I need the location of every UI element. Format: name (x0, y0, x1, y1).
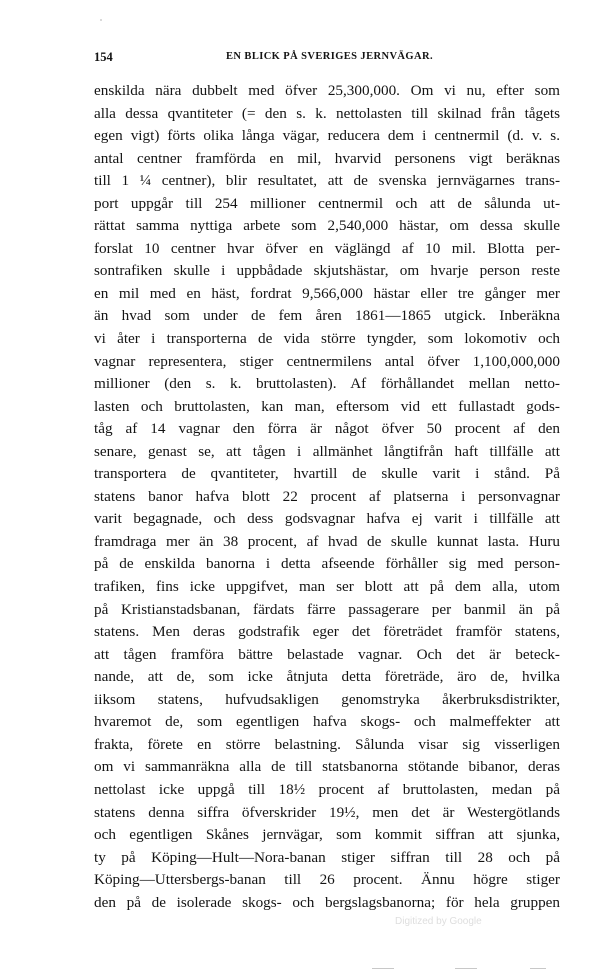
text-line: enskilda nära dubbelt med öfver 25,300,000. Om vi nu, efter som (94, 82, 560, 99)
text-line: till 1 ¼ centner), blir resultatet, att de svenska jernvägarnes trans- (94, 172, 560, 190)
text-line: på Kristianstadsbanan, färdats färre passagerare per banmil än på (94, 600, 560, 618)
footer-mark (530, 968, 546, 969)
running-title: EN BLICK PÅ SVERIGES JERNVÄGAR. (226, 51, 433, 62)
text-line: alla dessa qvantiteter (= den s. k. nettolasten till skilnad från tågets (94, 104, 560, 122)
text-line: statens denna siffra öfverskrider 19½, men det är Westergötlands (94, 803, 560, 821)
text-line: vi åter i transporterna de vida större tyngder, som lokomotiv och (94, 330, 560, 348)
footer-mark (455, 968, 477, 969)
watermark: Digitized by Google (395, 916, 482, 927)
text-line: antal centner framförda en mil, hvarvid personens vigt beräknas (94, 149, 560, 167)
text-line: millioner (den s. k. bruttolasten). Af förhållandet mellan netto- (94, 375, 560, 393)
text-line: frakta, förete en större belastning. Sålunda visar sig visserligen (94, 735, 560, 753)
text-line: statens banor hafva blott 22 procent af platserna i personvagnar (94, 487, 560, 505)
text-line: egen vigt) förts olika långa vägar, reducera dem i centnermil (d. v. s. (94, 127, 560, 145)
text-line: hvaremot de, som egentligen hafva skogs- och malmeffekter att (94, 713, 560, 731)
text-line: Köping—Uttersbergs-banan till 26 procent. Ännu högre stiger (94, 871, 560, 889)
speck (100, 19, 102, 21)
text-line: tåg af 14 vagnar den förra är något öfver 50 procent af den (94, 420, 560, 438)
text-line: varit begagnade, och dess godsvagnar hafva ej varit i tillfälle att (94, 510, 560, 528)
text-line: nettolast icke uppgå till 18½ procent af bruttolasten, medan på (94, 780, 560, 798)
text-line: att tågen framföra bättre belastade vagnar. Och det är beteck- (94, 645, 560, 663)
text-line: på de enskilda banorna i detta afseende förhåller sig med person- (94, 555, 560, 573)
text-line: om vi sammanräkna alla de till statsbanorna stötande bibanor, deras (94, 758, 560, 776)
text-line: den på de isolerade skogs- och bergslagsbanorna; för hela gruppen (94, 893, 560, 911)
page-number: 154 (94, 50, 113, 64)
footer-mark (372, 968, 394, 969)
page-header (94, 50, 560, 66)
text-line: rättat samma nyttiga arbete som 2,540,000 hästar, om dessa skulle (94, 217, 560, 235)
text-line: vagnar representera, stiger centnermilens antal öfver 1,100,000,000 (94, 352, 560, 370)
text-line: sontrafiken skulle i uppbådade skjutshästar, om hvarje person reste (94, 262, 560, 280)
text-line: port uppgår till 254 millioner centnermil och att de sålunda ut- (94, 194, 560, 212)
text-line: en mil med en häst, fordrat 9,566,000 hästar eller tre gånger mer (94, 284, 560, 302)
text-line: lasten och bruttolasten, kan man, eftersom vid ett fullastadt gods- (94, 397, 560, 415)
text-line: trafiken, fins icke uppgifvet, man ser blott att på dem alla, utom (94, 578, 560, 596)
text-line: och egentligen Skånes jernvägar, som kommit siffran att sjunka, (94, 826, 560, 844)
text-line: iiksom statens, hufvudsakligen genomstryka åkerbruksdistrikter, (94, 690, 560, 708)
text-line: forslat 10 centner hvar öfver en väglängd af 10 mil. Blotta per- (94, 239, 560, 257)
text-line: än hvad som under de fem åren 1861—1865 utgick. Inberäkna (94, 307, 560, 325)
text-line: nande, att de, som icke åtnjuta detta företräde, äro de, hvilka (94, 668, 560, 686)
body-text (94, 80, 560, 914)
text-line: framdraga mer än 38 procent, af hvad de skulle kunnat lasta. Huru (94, 532, 560, 550)
text-line: statens. Men deras godstrafik eger det företrädet framför statens, (94, 623, 560, 641)
text-line: transportera de qvantiteter, hvartill de skulle varit i stånd. På (94, 465, 560, 483)
text-line: senare, genast se, att tågen i allmänhet långtifrån haft tillfälle att (94, 442, 560, 460)
text-line: ty på Köping—Hult—Nora-banan stiger siffran till 28 och på (94, 848, 560, 866)
